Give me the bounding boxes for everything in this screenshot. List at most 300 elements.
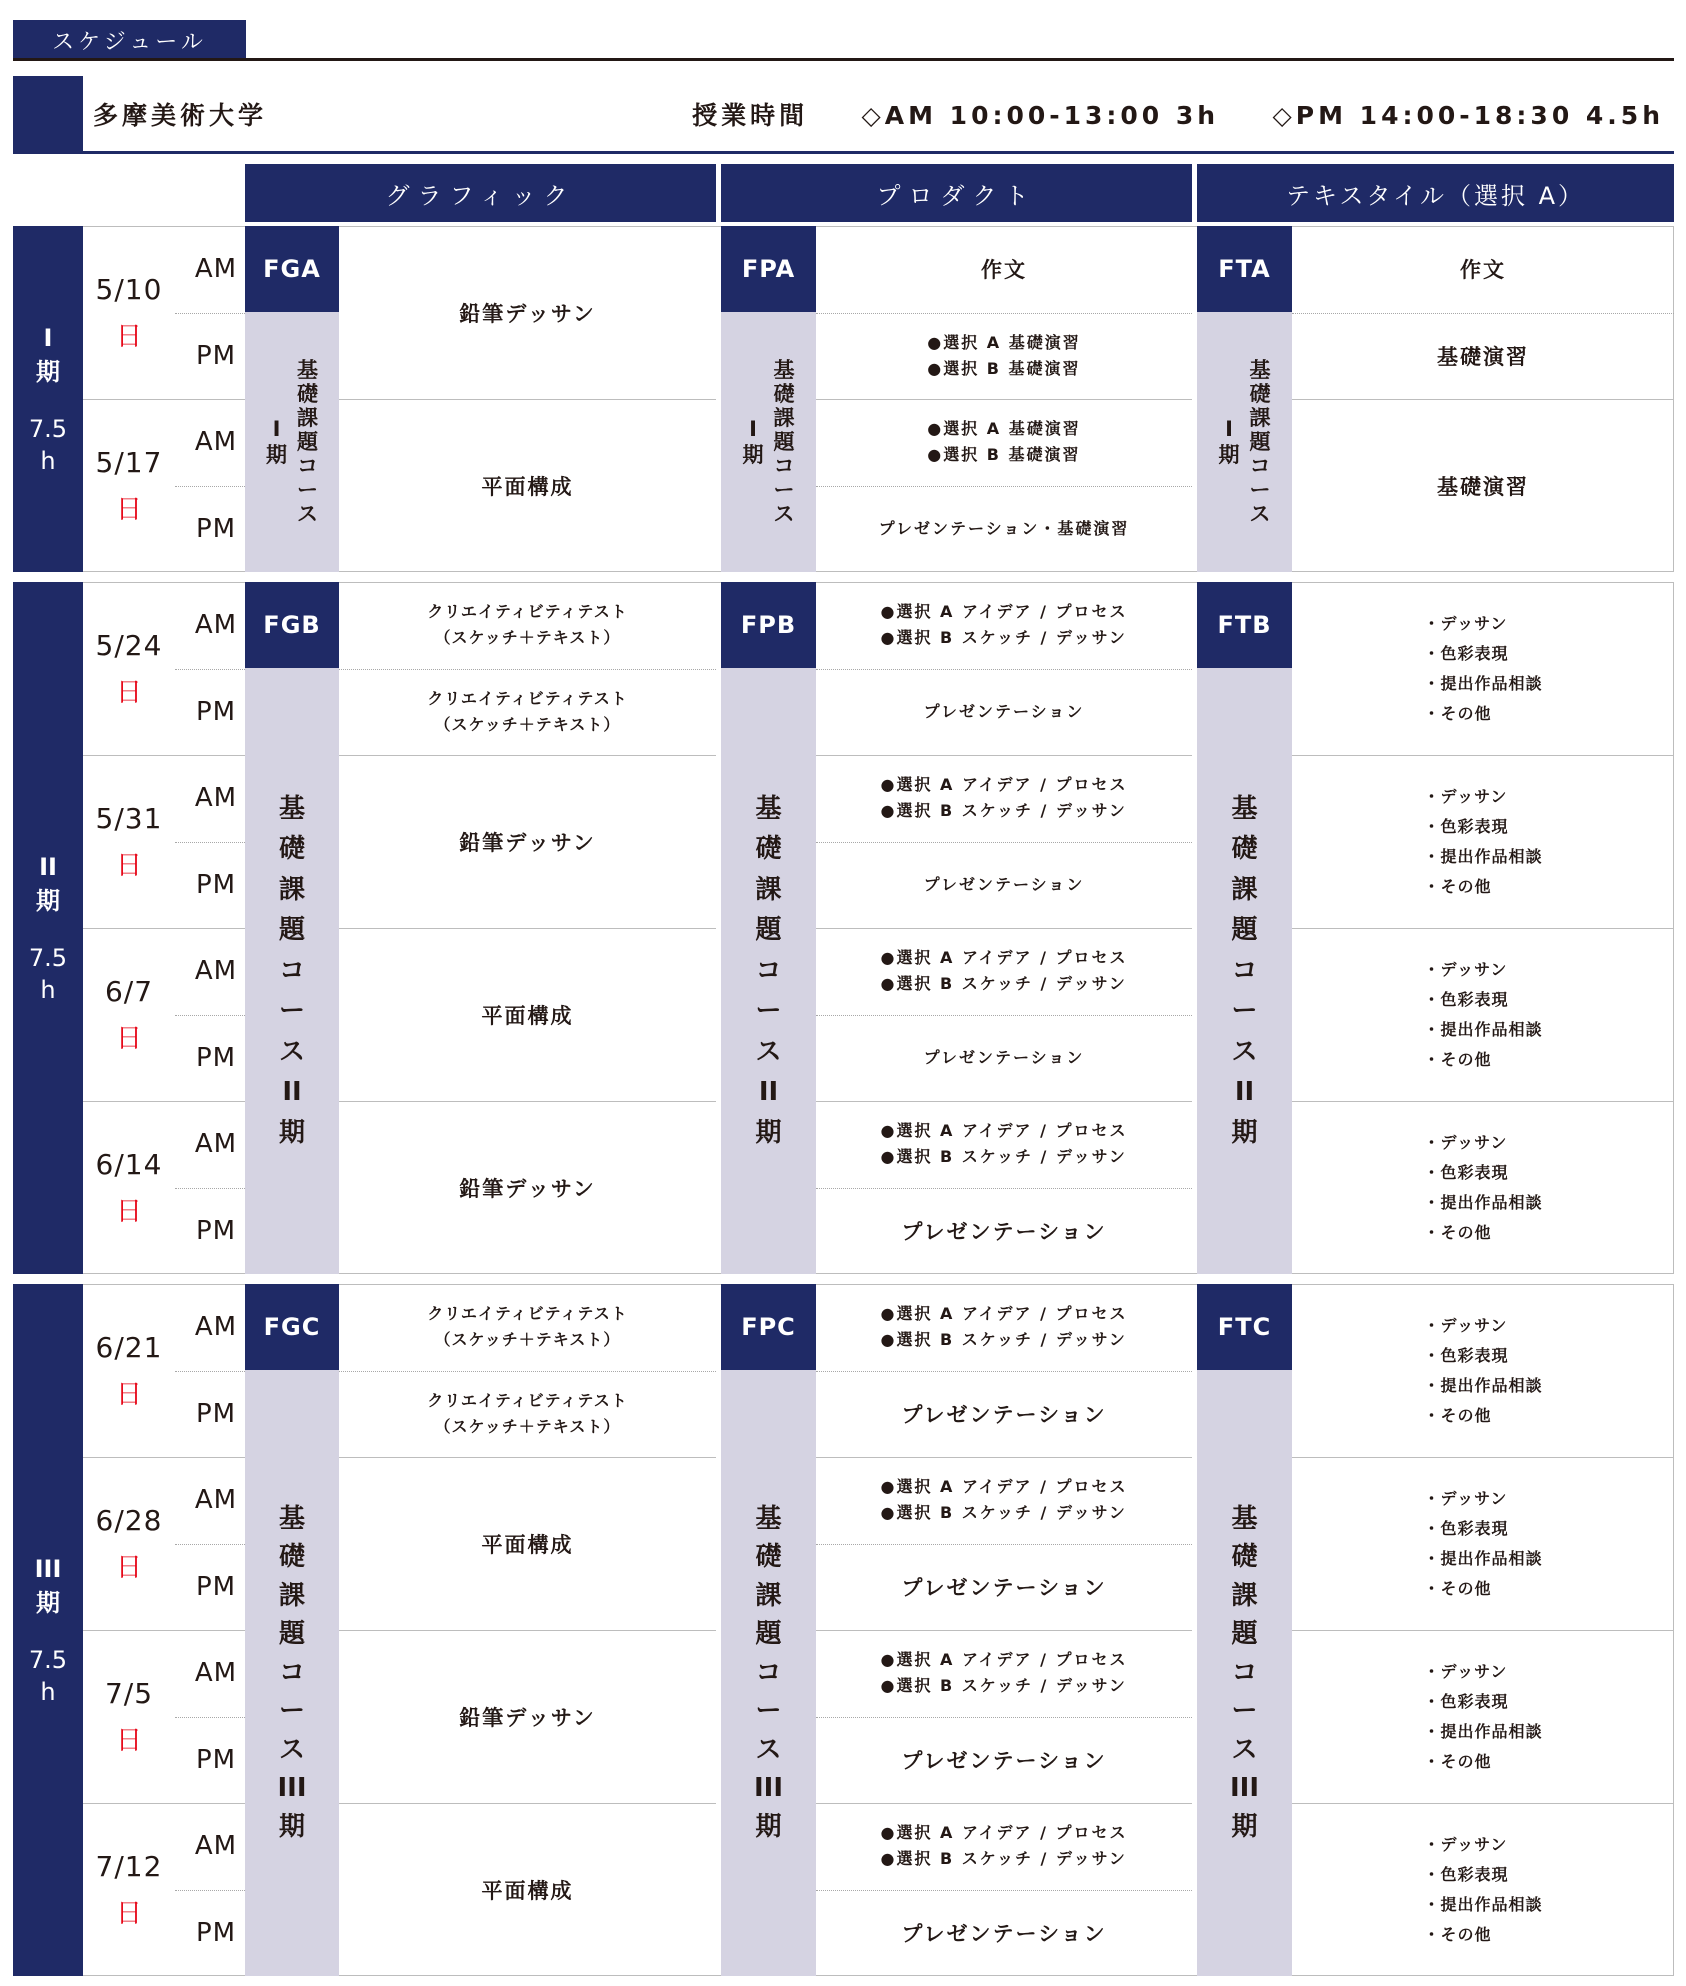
cell-line: 平面構成: [481, 1003, 574, 1028]
course-main-char: ー: [1249, 478, 1271, 502]
course-code: [245, 226, 339, 312]
cell-line: クリエイティビティテスト: [427, 688, 628, 708]
cell-line: 基礎演習: [1437, 344, 1529, 369]
am-text: AM: [194, 1312, 238, 1343]
cell-line: クリエイティビティテスト: [427, 1390, 628, 1410]
graphic-pm-cell: [339, 669, 716, 756]
date-text: 6/14: [95, 1147, 163, 1181]
cell-lines: [427, 686, 627, 738]
dotted-divider: [816, 669, 1192, 670]
cell-line: プレゼンテーション: [901, 1921, 1107, 1946]
cell-line: ●選択 B スケッチ / デッサン: [880, 1330, 1127, 1350]
weekday-text: 日: [115, 1725, 142, 1756]
row-divider: [339, 399, 716, 400]
am-text: AM: [194, 1831, 238, 1862]
vertical-char: 基: [755, 793, 782, 824]
dotted-divider: [175, 1717, 245, 1718]
textile-cell: [1292, 1457, 1674, 1630]
date-cell: [83, 399, 175, 572]
textile-cell: [1292, 1803, 1674, 1976]
graphic-cell: [339, 928, 716, 1101]
dotted-divider: [816, 1890, 1192, 1891]
cell-line: ・提出作品相談: [1423, 1019, 1543, 1039]
cell-line: ●選択 A アイデア / プロセス: [880, 1823, 1128, 1843]
cell-line: ●選択 B スケッチ / デッサン: [880, 1676, 1127, 1696]
cell-line: ・デッサン: [1423, 1834, 1508, 1854]
course-sub: [1219, 416, 1240, 469]
pm-text: PM: [195, 1215, 237, 1246]
course-main-char: 基: [1249, 358, 1271, 382]
row-divider: [339, 755, 716, 756]
product-pm-cell: [816, 486, 1192, 573]
term-name-char: I: [43, 324, 53, 352]
weekday-text: 日: [115, 1379, 142, 1410]
cell-line: ・その他: [1423, 1222, 1492, 1242]
term-hours-char: 7.5: [28, 944, 68, 972]
cell-line: ●選択 A アイデア / プロセス: [880, 775, 1128, 795]
course-main-char: 題: [1249, 430, 1271, 454]
product-pm-cell: [816, 1371, 1192, 1458]
cell-lines: [1423, 1830, 1542, 1950]
pm-text: PM: [195, 1571, 237, 1602]
school-rule: [13, 151, 1674, 154]
cell-line: ●選択 B 基礎演習: [927, 445, 1081, 465]
cell-lines: [459, 1173, 596, 1203]
vertical-char: III: [277, 1773, 307, 1804]
am-label: [175, 1284, 245, 1371]
cell-line: ・色彩表現: [1423, 1518, 1509, 1538]
am-label: [175, 582, 245, 669]
cell-line: ●選択 B スケッチ / デッサン: [880, 1849, 1127, 1869]
textile-cell: [1292, 928, 1674, 1101]
cell-line: 鉛筆デッサン: [459, 1705, 596, 1730]
row-divider: [339, 1457, 716, 1458]
course-main-char: コ: [773, 454, 795, 478]
cell-line: ●選択 A アイデア / プロセス: [880, 948, 1128, 968]
vertical-char: ス: [278, 1734, 305, 1765]
date-text: 7/12: [95, 1849, 163, 1883]
cell-lines: [880, 1820, 1127, 1872]
vertical-char: 期: [1231, 1811, 1258, 1842]
cell-line: 鉛筆デッサン: [459, 301, 596, 326]
course-main-char: 題: [773, 430, 795, 454]
vertical-char: 課: [278, 874, 305, 905]
vertical-char: II: [282, 1077, 302, 1108]
dotted-divider: [175, 313, 245, 314]
cell-line: ●選択 B スケッチ / デッサン: [880, 974, 1127, 994]
cell-line: ・デッサン: [1423, 959, 1508, 979]
course-name: [245, 312, 339, 572]
weekday-text: 日: [115, 1898, 142, 1929]
cell-line: ●選択 B スケッチ / デッサン: [880, 1147, 1127, 1167]
cell-lines: [482, 1875, 574, 1905]
product-pm-cell: [816, 1890, 1192, 1977]
cell-line: ・提出作品相談: [1423, 846, 1543, 866]
cell-lines: [901, 1399, 1106, 1429]
am-label: [175, 1101, 245, 1188]
course-main-char: 題: [297, 430, 318, 454]
cell-lines: [482, 1000, 574, 1030]
vertical-char: 題: [278, 1619, 305, 1650]
pm-label: [175, 669, 245, 756]
course-main-char: 基: [297, 358, 318, 382]
row-divider: [1292, 399, 1674, 400]
am-label: [175, 1630, 245, 1717]
dotted-divider: [339, 1371, 716, 1372]
graphic-am-cell: [339, 582, 716, 669]
cell-line: ・デッサン: [1423, 786, 1508, 806]
cell-lines: [924, 872, 1085, 898]
row-divider: [816, 928, 1192, 929]
date-text: 5/24: [95, 628, 163, 662]
course-main-char: 礎: [773, 382, 795, 406]
cell-line: ・その他: [1423, 1405, 1492, 1425]
pm-label: [175, 1188, 245, 1275]
term-name: [36, 850, 60, 918]
vertical-char: II: [1234, 1077, 1255, 1108]
cell-line: ・デッサン: [1423, 1488, 1508, 1508]
cell-lines: [901, 1572, 1106, 1602]
product-am-cell: [816, 1630, 1192, 1717]
course-main-char: ス: [1249, 502, 1271, 526]
pm-label: [175, 1890, 245, 1977]
am-text: AM: [194, 427, 238, 458]
course-main-char: コ: [1249, 454, 1271, 478]
cell-lines: [482, 1529, 574, 1559]
vertical-char: 礎: [755, 834, 782, 865]
course-sub-char: I: [272, 416, 281, 441]
course-sub-char: I: [749, 416, 757, 441]
term-hours-char: 7.5: [28, 415, 68, 443]
course-code: [245, 582, 339, 668]
pm-text: PM: [195, 513, 237, 544]
dotted-divider: [175, 1371, 245, 1372]
date-text: 5/31: [95, 801, 163, 835]
course-main-char: 礎: [1249, 382, 1271, 406]
date-cell: [83, 1101, 175, 1274]
cell-line: ・その他: [1423, 1578, 1492, 1598]
course-code-text: FTA: [1218, 255, 1271, 283]
cell-line: ・色彩表現: [1423, 816, 1509, 836]
weekday-text: 日: [115, 1552, 142, 1583]
row-divider: [83, 1803, 245, 1804]
pm-text: PM: [195, 696, 237, 727]
pm-text: PM: [195, 1042, 237, 1073]
cell-line: プレゼンテーション: [923, 874, 1085, 894]
graphic-cell: [339, 1457, 716, 1630]
textile-cell: [1292, 582, 1674, 755]
term-name: [36, 321, 60, 389]
product-am-cell: [816, 1101, 1192, 1188]
course-name: [721, 668, 816, 1274]
vertical-char: 題: [1231, 915, 1258, 946]
cell-line: ・その他: [1423, 1751, 1492, 1771]
course-main-char: 課: [297, 406, 318, 430]
cell-line: ●選択 B スケッチ / デッサン: [880, 1503, 1127, 1523]
product-am-cell: [816, 582, 1192, 669]
vertical-char: ス: [755, 1734, 782, 1765]
pm-text: PM: [195, 1917, 237, 1948]
cell-line: ・提出作品相談: [1423, 1192, 1543, 1212]
pm-label: [175, 486, 245, 573]
vertical-char: 基: [1231, 793, 1258, 824]
vertical-text: [279, 793, 305, 1150]
pm-text: PM: [195, 869, 237, 900]
term-label: [13, 226, 83, 572]
row-divider: [83, 1457, 245, 1458]
vertical-char: 題: [755, 915, 782, 946]
vertical-char: ー: [1231, 1696, 1258, 1727]
row-divider: [339, 1630, 716, 1631]
cell-lines: [981, 254, 1027, 284]
term-name: [35, 1552, 62, 1620]
am-text: AM: [194, 1485, 238, 1516]
cell-line: 平面構成: [481, 1878, 574, 1903]
course-code-text: FPA: [741, 255, 796, 283]
am-text: AM: [194, 610, 238, 641]
vertical-char: III: [1229, 1773, 1260, 1804]
cell-line: ・提出作品相談: [1423, 1548, 1543, 1568]
cell-lines: [427, 599, 627, 651]
cell-lines: [1423, 609, 1542, 729]
term-hours: [29, 1644, 67, 1708]
course-sub: [743, 416, 764, 469]
cell-line: ●選択 B 基礎演習: [927, 358, 1081, 378]
pm-label: [175, 1015, 245, 1102]
dotted-divider: [1292, 313, 1674, 314]
course-name: [1197, 1370, 1292, 1976]
course-code-text: FGB: [263, 611, 321, 639]
graphic-cell: [339, 226, 716, 399]
textile-cell: [1292, 399, 1674, 572]
vertical-char: 題: [755, 1619, 782, 1650]
course-code: [721, 1284, 816, 1370]
vertical-text: [1231, 793, 1257, 1150]
term-hours-char: h: [40, 447, 56, 475]
graphic-cell: [339, 1630, 716, 1803]
cell-line: プレゼンテーション: [901, 1575, 1107, 1600]
cell-line: ・デッサン: [1423, 613, 1508, 633]
hours-label: 授業時間: [692, 101, 809, 130]
cell-line: ●選択 B スケッチ / デッサン: [880, 801, 1127, 821]
pm-label: [175, 1717, 245, 1804]
cell-lines: [1423, 1484, 1542, 1604]
course-name: [1197, 668, 1292, 1274]
vertical-char: ー: [278, 996, 305, 1027]
cell-line: プレゼンテーション: [901, 1219, 1107, 1244]
dotted-divider: [816, 1717, 1192, 1718]
am-label: [175, 928, 245, 1015]
row-divider: [83, 1101, 245, 1102]
graphic-cell: [339, 399, 716, 572]
vertical-char: 礎: [755, 1542, 782, 1573]
course-code: [721, 226, 816, 312]
cell-line: ・その他: [1423, 1049, 1492, 1069]
product-am-cell: [816, 1284, 1192, 1371]
weekday-text: 日: [115, 1023, 142, 1054]
vertical-char: ス: [1231, 1036, 1258, 1067]
term-name-char: 期: [35, 1589, 60, 1617]
product-pm-cell: [816, 313, 1192, 400]
product-pm-cell: [816, 1188, 1192, 1275]
term-label: [13, 582, 83, 1274]
course-sub-char: I: [1225, 416, 1233, 441]
cell-line: ・デッサン: [1423, 1661, 1508, 1681]
vertical-char: コ: [755, 955, 782, 986]
vertical-text: [755, 793, 781, 1150]
date-text: 5/10: [95, 272, 163, 306]
pm-text: PM: [195, 1744, 237, 1775]
cell-line: ●選択 A アイデア / プロセス: [880, 602, 1128, 622]
graphic-pm-cell: [339, 1371, 716, 1458]
cell-line: ・色彩表現: [1423, 1162, 1509, 1182]
row-divider: [816, 1101, 1192, 1102]
course-main-char: ス: [773, 502, 795, 526]
cell-lines: [927, 416, 1081, 468]
cell-line: プレゼンテーション: [901, 1748, 1107, 1773]
cell-line: ●選択 B スケッチ / デッサン: [880, 628, 1127, 648]
cell-line: プレゼンテーション: [923, 1047, 1085, 1067]
vertical-char: 期: [755, 1117, 782, 1148]
dotted-divider: [175, 486, 245, 487]
product-am-cell: [816, 755, 1192, 842]
am-hours: ◇AM 10:00-13:00 3h: [861, 101, 1220, 130]
term-label: [13, 1284, 83, 1976]
am-text: AM: [194, 1129, 238, 1160]
cell-lines: [924, 699, 1085, 725]
dotted-divider: [175, 1188, 245, 1189]
am-text: AM: [194, 254, 238, 285]
am-label: [175, 1803, 245, 1890]
row-divider: [1292, 755, 1674, 756]
column-header-graphic: グラフィック: [245, 164, 716, 222]
cell-line: （スケッチ＋テキスト）: [434, 628, 621, 648]
course-name: [721, 1370, 816, 1976]
cell-lines: [459, 298, 596, 328]
date-text: 5/17: [95, 445, 163, 479]
vertical-char: III: [753, 1773, 784, 1804]
term-hours-char: h: [40, 976, 56, 1004]
cell-line: ・提出作品相談: [1423, 1721, 1543, 1741]
cell-lines: [1460, 254, 1506, 284]
cell-lines: [427, 1301, 627, 1353]
textile-cell: [1292, 1630, 1674, 1803]
dotted-divider: [175, 842, 245, 843]
vertical-char: ス: [278, 1036, 305, 1067]
vertical-text: [277, 1503, 306, 1844]
vertical-char: 課: [755, 874, 782, 905]
pm-label: [175, 1544, 245, 1631]
column-header-product: プロダクト: [721, 164, 1192, 222]
cell-line: ●選択 A アイデア / プロセス: [880, 1304, 1128, 1324]
vertical-char: ス: [755, 1036, 782, 1067]
product-am-cell: [816, 399, 1192, 486]
cell-lines: [880, 1647, 1127, 1699]
cell-line: ・提出作品相談: [1423, 673, 1543, 693]
cell-lines: [1437, 341, 1529, 371]
course-main-char: ー: [297, 478, 318, 502]
header-rule: [13, 58, 1674, 61]
graphic-cell: [339, 1803, 716, 1976]
product-pm-cell: [816, 669, 1192, 756]
date-cell: [83, 928, 175, 1101]
term-hours: [29, 942, 67, 1006]
dotted-divider: [816, 842, 1192, 843]
cell-line: ・色彩表現: [1423, 1864, 1509, 1884]
cell-lines: [880, 1118, 1127, 1170]
course-main: [1250, 358, 1271, 526]
term-name-char: 期: [36, 887, 60, 915]
course-main-char: 課: [1249, 406, 1271, 430]
dotted-divider: [816, 486, 1192, 487]
date-text: 6/21: [95, 1330, 163, 1364]
cell-lines: [1423, 1311, 1542, 1431]
school-marker: [13, 76, 83, 152]
course-name: [245, 1370, 339, 1976]
cell-line: ●選択 A アイデア / プロセス: [880, 1477, 1128, 1497]
cell-lines: [901, 1918, 1106, 1948]
course-code-text: FGA: [263, 255, 321, 283]
cell-lines: [901, 1745, 1106, 1775]
vertical-char: 期: [278, 1811, 305, 1842]
pm-hours: ◇PM 14:00-18:30 4.5h: [1272, 101, 1664, 130]
cell-line: 基礎演習: [1437, 474, 1529, 499]
cell-line: 鉛筆デッサン: [459, 830, 596, 855]
vertical-char: 期: [755, 1811, 782, 1842]
course-name: [1197, 312, 1292, 572]
dotted-divider: [339, 669, 716, 670]
product-am-cell: [816, 1457, 1192, 1544]
date-cell: [83, 226, 175, 399]
cell-line: プレゼンテーション・基礎演習: [878, 518, 1130, 538]
cell-line: 平面構成: [481, 1532, 574, 1557]
row-divider: [83, 928, 245, 929]
dotted-divider: [816, 1544, 1192, 1545]
row-divider: [1292, 1101, 1674, 1102]
cell-line: ●選択 A アイデア / プロセス: [880, 1650, 1128, 1670]
weekday-text: 日: [115, 494, 142, 525]
course-code: [245, 1284, 339, 1370]
row-divider: [816, 1457, 1192, 1458]
cell-lines: [1423, 782, 1542, 902]
cell-line: プレゼンテーション: [923, 701, 1085, 721]
cell-line: プレゼンテーション: [901, 1402, 1107, 1427]
pm-label: [175, 1371, 245, 1458]
term-name-char: 期: [36, 358, 60, 386]
pm-text: PM: [195, 1398, 237, 1429]
am-text: AM: [194, 956, 238, 987]
weekday-text: 日: [115, 850, 142, 881]
product-pm-cell: [816, 1717, 1192, 1804]
course-code-text: FTB: [1217, 611, 1272, 639]
graphic-am-cell: [339, 1284, 716, 1371]
course-main: [774, 358, 795, 526]
date-cell: [83, 1284, 175, 1457]
course-name-pair: [266, 358, 318, 526]
cell-line: ●選択 A アイデア / プロセス: [880, 1121, 1128, 1141]
cell-lines: [880, 599, 1127, 651]
course-main-char: コ: [297, 454, 318, 478]
am-label: [175, 226, 245, 313]
term-hours-char: 7.5: [28, 1646, 68, 1674]
cell-line: ●選択 A 基礎演習: [927, 332, 1081, 352]
cell-line: ・色彩表現: [1423, 1345, 1509, 1365]
cell-lines: [1437, 471, 1529, 501]
vertical-char: ス: [1231, 1734, 1258, 1765]
vertical-char: ー: [755, 996, 782, 1027]
cell-line: 鉛筆デッサン: [459, 1176, 596, 1201]
vertical-char: コ: [1231, 955, 1258, 986]
